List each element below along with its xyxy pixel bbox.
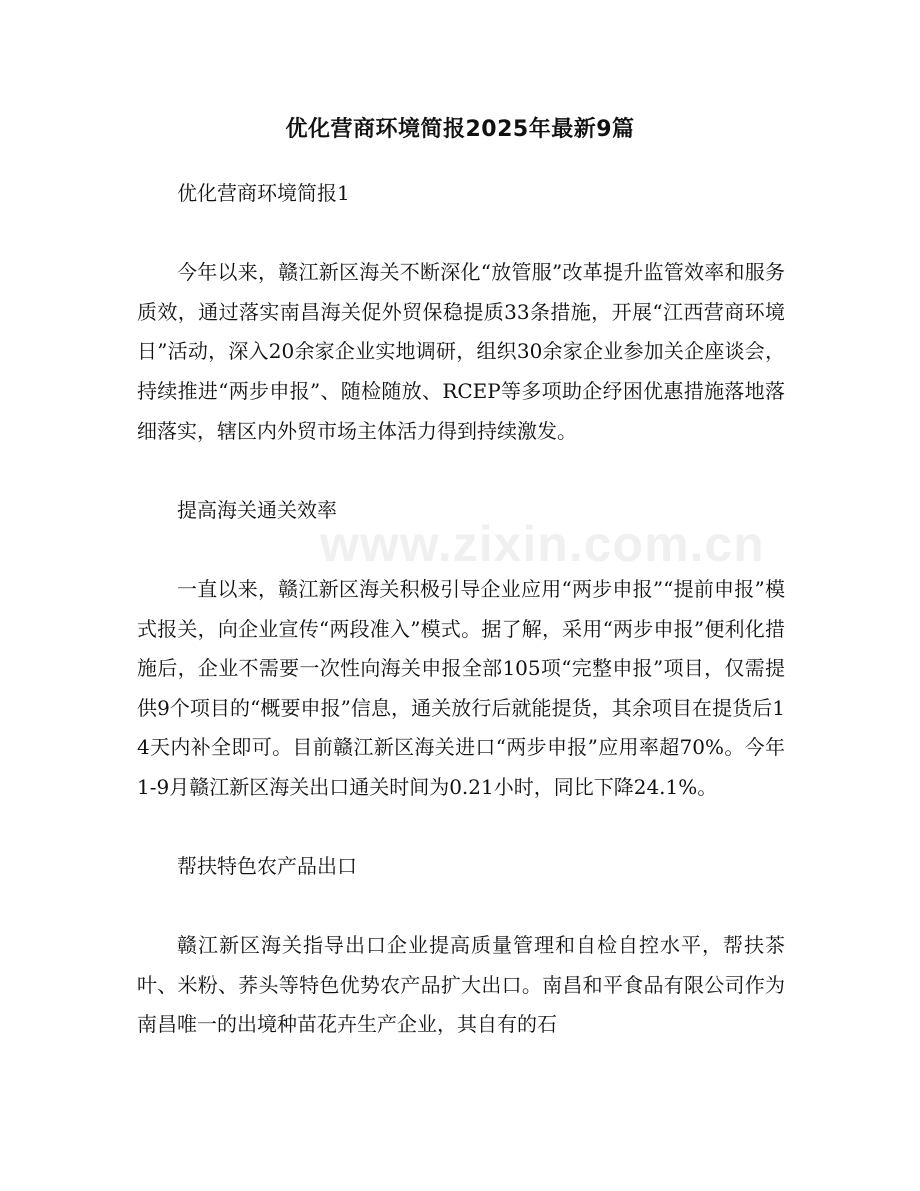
section-heading-3: 帮扶特色农产品出口 xyxy=(177,854,357,879)
section-heading-2: 提高海关通关效率 xyxy=(177,497,337,522)
section-heading-1: 优化营商环境简报1 xyxy=(177,181,350,205)
paragraph-gap xyxy=(137,887,785,927)
paragraph-gap xyxy=(137,808,785,848)
watermark: www.zixin.com.cn xyxy=(320,516,765,572)
paragraph-gap xyxy=(137,530,785,570)
paragraph-gap xyxy=(137,451,785,491)
paragraph-2: 一直以来，赣江新区海关积极引导企业应用“两步申报”“提前申报”模式报关，向企业宣传“两段准入”模式。据了解，采用“两步申报”便利化措施后，企业不需要一次性向海关申报全部105项“完整申报”项目，仅需提供9个项目的“概要申报”信息，通关放行后就能提货，其余项目在提货后14天内补全即可。目前赣江新区海关进口“两步申报”应用率超70%。今年1-9月赣江新区海关出口通关时间为0.21小时，同比下降24.1%。 xyxy=(137,576,785,799)
document-body xyxy=(137,174,785,1045)
paragraph-3: 赣江新区海关指导出口企业提高质量管理和自检自控水平，帮扶茶叶、米粉、荞头等特色优势农产品扩大出口。南昌和平食品有限公司作为南昌唯一的出境种苗花卉生产企业，其自有的石 xyxy=(137,933,785,1037)
paragraph-gap xyxy=(137,214,785,254)
paragraph-1: 今年以来，赣江新区海关不断深化“放管服”改革提升监管效率和服务质效，通过落实南昌海关促外贸保稳提质33条措施，开展“江西营商环境日”活动，深入20余家企业实地调研，组织30余家企业参加关企座谈会，持续推进“两步申报”、随检随放、RCEP等多项助企纾困优惠措施落地落细落实，辖区内外贸市场主体活力得到持续激发。 xyxy=(137,260,785,443)
document-title: 优化营商环境简报2025年最新9篇 xyxy=(285,117,635,142)
